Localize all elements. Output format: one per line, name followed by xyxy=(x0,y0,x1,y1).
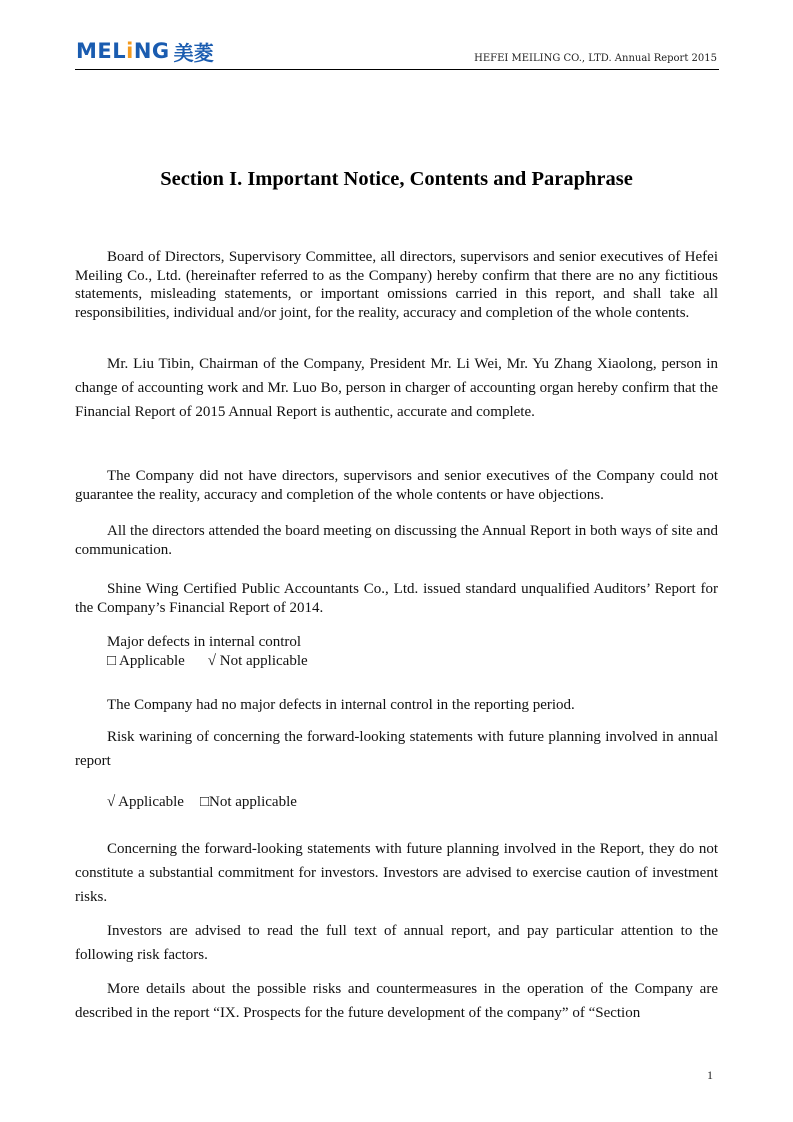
paragraph-no-major-defects: The Company had no major defects in internal control in the reporting period. xyxy=(107,697,575,713)
checkbox-not-applicable-checked: √ Not applicable xyxy=(207,653,308,669)
paragraph-board-confirmation: Board of Directors, Supervisory Committee, all directors, supervisors and senior executives of Hefei Meiling Co., Ltd. (hereinafter referred to as the Company) hereby confirm that there are no any fictitious statements, misleading statements, or important omissions carried in this report, and shall take all responsibilities, individual and/or joint, for the reality, accuracy and completion of the whole contents. xyxy=(75,249,718,321)
logo-text-suffix: NG xyxy=(133,39,170,63)
checkbox-not-applicable-unchecked: □Not applicable xyxy=(199,794,297,810)
checkbox-applicable-checked: √ Applicable xyxy=(107,794,184,810)
paragraph-forward-looking: Concerning the forward-looking statements with future planning involved in the Report, they do not constitute a substantial commitment for investors. Investors are advised to exercise caution of investment risks. xyxy=(75,841,718,905)
logo-wordmark xyxy=(76,39,170,63)
paragraph-no-objections: The Company did not have directors, supervisors and senior executives of the Company could not guarantee the reality, accuracy and completion of the whole contents or have objections. xyxy=(75,468,718,503)
paragraph-board-meeting: All the directors attended the board meeting on discussing the Annual Report in both ways of site and communication. xyxy=(75,523,718,558)
internal-control-label: Major defects in internal control xyxy=(107,634,302,650)
header-divider xyxy=(75,69,719,70)
paragraph-risk-details: More details about the possible risks and countermeasures in the operation of the Company are described in the report “IX. Prospects for the future development of the company” of “Section xyxy=(75,981,718,1021)
paragraph-officers-confirmation: Mr. Liu Tibin, Chairman of the Company, President Mr. Li Wei, Mr. Yu Zhang Xiaolong, person in change of accounting work and Mr. Luo Bo, person in charger of accounting organ hereby confirm that the Financial Report of 2015 Annual Report is authentic, accurate and complete. xyxy=(75,356,718,420)
paragraph-risk-warning: Risk warining of concerning the forward-looking statements with future planning involved in annual report xyxy=(75,729,718,769)
logo-text-accent: i xyxy=(126,39,134,63)
checkbox-applicable-unchecked: □ Applicable xyxy=(107,653,185,669)
paragraph-read-full-text: Investors are advised to read the full text of annual report, and pay particular attention to the following risk factors. xyxy=(75,923,718,963)
running-header-title: HEFEI MEILING CO., LTD. Annual Report 2015 xyxy=(474,53,717,64)
section-title: Section I. Important Notice, Contents and Paraphrase xyxy=(160,168,633,190)
internal-control-options xyxy=(107,653,308,670)
logo-text-prefix: MEL xyxy=(76,39,127,63)
page-number: 1 xyxy=(707,1068,713,1082)
logo-chinese-name: 美菱 xyxy=(173,40,214,65)
company-logo xyxy=(76,38,214,64)
risk-warning-options xyxy=(107,794,297,811)
paragraph-auditor-report: Shine Wing Certified Public Accountants Co., Ltd. issued standard unqualified Auditors’ Report for the Company’s Financial Report of 2014. xyxy=(75,581,718,616)
